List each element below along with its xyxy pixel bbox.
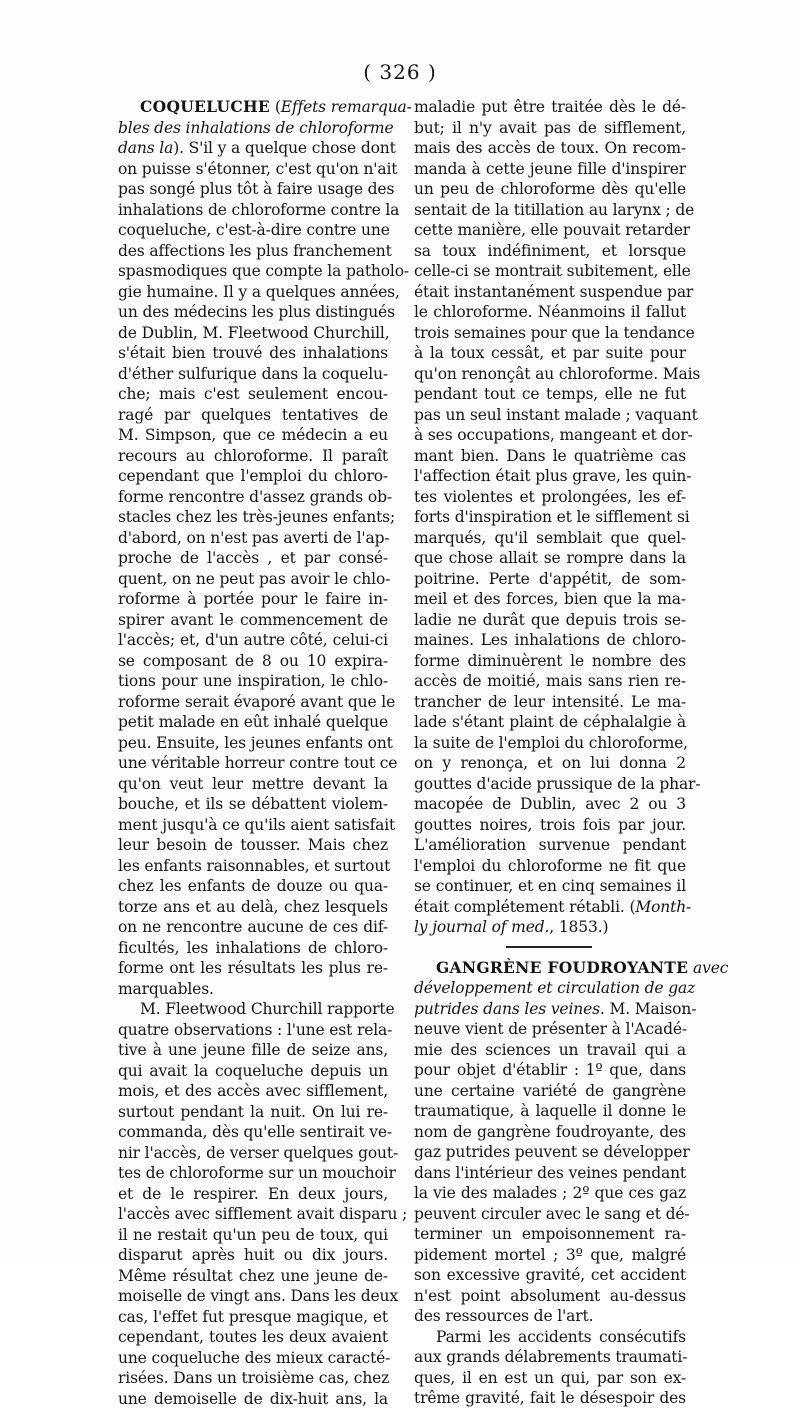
text-run: cette manière, elle pouvait retarder [414,221,690,239]
text-run: on ne rencontre aucune de ces dif- [118,918,388,936]
text-run: s'était bien trouvé des inhalations [118,344,388,362]
text-run: cependant, toutes les deux avaient [118,1328,388,1346]
text-run: quatre observations : l'une est rela- [118,1021,392,1039]
text-run: proche de l'accès , et par consé- [118,549,388,567]
italic-text: dans la [118,139,173,157]
text-line [118,589,388,610]
text-run: peu. Ensuite, les jeunes enfants ont [118,734,393,752]
text-run: il ne restait qu'un peu de toux, qui [118,1226,388,1244]
divider-rule [506,946,592,948]
text-run: M. Simpson, que ce médecin a eu [118,426,388,444]
text-run: poitrine. Perte d'appétit, de som- [414,570,686,588]
text-line [118,323,388,344]
text-line [414,97,686,118]
text-run: L'amélioration survenue pendant [414,836,686,854]
text-run: pour objet d'établir : 1º que, dans [414,1061,686,1079]
text-line [414,1163,686,1184]
text-run: à la toux cessât, et par suite pour [414,344,686,362]
text-line [414,958,686,979]
text-line [414,1060,686,1081]
text-line [118,958,388,979]
text-line [414,876,686,897]
text-run: cas, l'effet fut presque magique, et [118,1308,388,1326]
text-run: ). S'il y a quelque chose dont [173,139,396,157]
text-run: on y renonça, et on lui donna 2 [414,754,686,772]
text-run: neuve vient de présenter à l'Acadé- [414,1020,687,1038]
text-line [414,856,686,877]
text-line [414,774,686,795]
text-line [414,733,686,754]
text-line [118,364,388,385]
text-run: ladie ne durât que depuis trois se- [414,611,686,629]
text-line [414,1204,686,1225]
text-run: terminer un empoisonnement ra- [414,1225,686,1243]
text-line [118,774,388,795]
heading-term: COQUELUCHE [140,97,270,116]
text-line [118,425,388,446]
text-line [118,1389,388,1409]
text-line [118,876,388,897]
text-line [118,1327,388,1348]
text-line [414,118,686,139]
text-run: pas songé plus tôt à faire usage des [118,180,394,198]
text-line [414,466,686,487]
text-line [118,1348,388,1369]
text-run: le chloroforme. Néanmoins il fallut [414,303,686,321]
text-line [118,1102,388,1123]
text-line [118,733,388,754]
text-line [414,692,686,713]
text-run: quent, on ne peut pas avoir le chlo- [118,570,390,588]
text-run: surtout pendant la nuit. On lui re- [118,1103,388,1121]
text-line [414,343,686,364]
text-run: moiselle de vingt ans. Dans les deux [118,1287,398,1305]
text-run: qu'on renonçât au chloroforme. Mais [414,365,700,383]
text-run: stacles chez les très-jeunes enfants; [118,508,395,526]
text-run: marqués, qu'il semblait que quel- [414,529,686,547]
text-line [118,548,388,569]
text-line [118,979,388,1000]
text-run: qui avait la coqueluche depuis un [118,1062,388,1080]
text-run: tes de chloroforme sur un mouchoir [118,1164,396,1182]
text-run: ragé par quelques tentatives de [118,406,388,424]
text-line [118,1307,388,1328]
text-run: ment jusqu'à ce qu'ils aient satisfait [118,816,395,834]
text-run: l'accès; et, d'un autre côté, celui-ci [118,631,388,649]
text-run: tive à une jeune fille de seize ans, [118,1041,388,1059]
italic-text: bles des inhalations de chloroforme [118,119,393,137]
text-line [118,610,388,631]
text-line [118,446,388,467]
text-run: traumatique, à laquelle il donne le [414,1102,686,1120]
text-line [118,835,388,856]
text-line [414,1081,686,1102]
text-line [118,159,388,180]
text-line [414,712,686,733]
text-run: risées. Dans un troisième cas, chez [118,1369,389,1387]
text-run: de Dublin, M. Fleetwood Churchill, [118,324,390,342]
text-run: chez les enfants de douze ou qua- [118,877,388,895]
text-line [118,1266,388,1287]
text-line [414,425,686,446]
text-run: mie des sciences un travail qui a [414,1041,686,1059]
text-line [118,343,388,364]
text-line [414,159,686,180]
text-run: une certaine variété de gangrène [414,1082,686,1100]
text-line [118,97,388,118]
text-line [118,1163,388,1184]
text-run: manda à cette jeune fille d'inspirer [414,160,686,178]
text-run: roforme à portée pour le faire in- [118,590,388,608]
text-line [414,1368,686,1389]
text-line [414,835,686,856]
text-run: ficultés, les inhalations de chloro- [118,939,388,957]
text-run: aux grands délabrements traumati- [414,1348,687,1366]
text-line [118,179,388,200]
text-line [414,794,686,815]
text-run: maladie put être traitée dès le dé- [414,98,686,116]
text-run: Parmi les accidents consécutifs [436,1328,686,1346]
text-line [414,1019,686,1040]
text-line [118,282,388,303]
text-line [414,323,686,344]
text-line [118,897,388,918]
text-line [118,1245,388,1266]
text-line [414,487,686,508]
text-line [118,1184,388,1205]
text-run: des ressources de l'art. [414,1307,593,1325]
text-line [118,1020,388,1041]
text-run: trancher de leur intensité. Le ma- [414,693,686,711]
heading-term: GANGRÈNE FOUDROYANTE [436,958,688,977]
text-line [414,446,686,467]
text-run: la suite de l'emploi du chloroforme, [414,734,688,752]
text-run: trois semaines pour que la tendance [414,324,695,342]
text-line [118,528,388,549]
text-run: un des médecins les plus distingués [118,303,395,321]
text-line [118,118,388,139]
text-run: maines. Les inhalations de chloro- [414,631,686,649]
text-line [414,1122,686,1143]
text-run: , 1853.) [549,918,608,936]
text-run: une coqueluche des mieux caracté- [118,1349,390,1367]
text-run: tes violentes et prolongées, les ef- [414,488,686,506]
text-line [118,466,388,487]
italic-text: Month- [635,898,691,916]
page-number: ( 326 ) [0,60,800,84]
text-run: forme ont les résultats les plus re- [118,959,388,977]
italic-text: putrides dans les veines [414,1000,600,1018]
text-run: l'affection était plus grave, les quin- [414,467,691,485]
text-line [118,1143,388,1164]
text-line [118,651,388,672]
text-run: ques, il en est un qui, par son ex- [414,1369,686,1387]
text-run: trême gravité, fait le désespoir des [414,1389,686,1407]
text-line [414,978,686,999]
text-run: bouche, et ils se débattent violem- [118,795,388,813]
text-run: gaz putrides peuvent se développer [414,1143,690,1161]
text-run: forme diminuèrent le nombre des [414,652,686,670]
text-line [414,548,686,569]
text-line [414,1245,686,1266]
text-run: petit malade en eût inhalé quelque [118,713,388,731]
text-run: spirer avant le commencement de [118,611,388,629]
text-line [118,630,388,651]
text-line [414,897,686,918]
text-run: que chose allait se rompre dans la [414,549,686,567]
text-line [118,384,388,405]
text-run: sa toux indéfiniment, et lorsque [414,242,686,260]
text-line [118,815,388,836]
text-run: mais des accès de toux. On recom- [414,139,686,157]
text-run: un peu de chloroforme dès qu'elle [414,180,686,198]
right-column [414,97,686,1409]
text-run: ( [270,98,281,116]
text-run: peuvent circuler avec le sang et dé- [414,1205,689,1223]
text-run: inhalations de chloroforme contre la [118,201,399,219]
text-run: et de le respirer. En deux jours, [118,1185,388,1203]
text-line [414,815,686,836]
text-run: était complétement rétabli. ( [414,898,635,916]
section-divider [414,938,686,958]
text-line [414,1306,686,1327]
text-line [414,1142,686,1163]
text-run: Même résultat chez une jeune de- [118,1267,388,1285]
text-run: se composant de 8 ou 10 expira- [118,652,388,670]
text-line [414,753,686,774]
text-run: mois, et des accès avec sifflement, [118,1082,388,1100]
text-line [118,507,388,528]
text-line [414,138,686,159]
text-run: accès de moitié, mais sans rien re- [414,672,686,690]
text-line [414,1224,686,1245]
italic-text: développement et circulation de gaz [414,979,695,997]
text-line [414,200,686,221]
italic-text: Effets remarqua- [281,98,412,116]
text-line [414,1286,686,1307]
text-line [414,405,686,426]
text-line [118,712,388,733]
text-run: à ses occupations, mangeant et dor- [414,426,693,444]
text-run: cependant que l'emploi du chloro- [118,467,388,485]
text-run: forts d'inspiration et le sifflement si [414,508,690,526]
text-line [414,651,686,672]
text-run: se continuer, et en cinq semaines il [414,877,686,895]
text-line [414,302,686,323]
text-run: disparut après huit ou dix jours. [118,1246,388,1264]
text-line [118,753,388,774]
text-line [414,220,686,241]
text-line [414,241,686,262]
text-line [414,1265,686,1286]
text-run: des affections les plus franchement [118,242,392,260]
text-run: leur besoin de tousser. Mais chez [118,836,388,854]
text-line [414,589,686,610]
text-run: M. Fleetwood Churchill rapporte [140,1000,394,1018]
text-run: marquables. [118,980,214,998]
text-line [118,856,388,877]
text-line [118,1204,388,1225]
text-line [414,999,686,1020]
text-run: d'éther sulfurique dans la coquelu- [118,365,388,383]
text-line [118,569,388,590]
text-run: tions pour une inspiration, le chlo- [118,672,388,690]
text-run: nir l'accès, de verser quelques gout- [118,1144,398,1162]
left-column [118,97,388,1409]
text-line [118,261,388,282]
text-line [414,364,686,385]
text-run: pendant tout ce temps, elle ne fut [414,385,686,403]
text-run: torze ans et au delà, chez lesquels [118,898,388,916]
text-run: celle-ci se montrait subitement, elle [414,262,691,280]
text-run: était instantanément suspendue par [414,283,693,301]
text-line [414,630,686,651]
italic-text: avec [688,959,728,977]
text-run: qu'on veut leur mettre devant la [118,775,388,793]
text-run: roforme serait évaporé avant que le [118,693,395,711]
text-line [414,610,686,631]
text-run: pidement mortel ; 3º que, malgré [414,1246,686,1264]
text-line [414,179,686,200]
text-line [118,692,388,713]
italic-text: ly journal of med. [414,918,549,936]
text-line [118,1368,388,1389]
text-run: gouttes noires, trois fois par jour. [414,816,686,834]
text-run: on puisse s'étonner, c'est qu'on n'ait [118,160,397,178]
text-run: meil et des forces, bien que la ma- [414,590,686,608]
text-run: recours au chloroforme. Il paraît [118,447,388,465]
text-line [118,241,388,262]
text-line [118,487,388,508]
text-run: lade s'étant plaint de céphalalgie à [414,713,686,731]
text-line [118,405,388,426]
text-line [118,1286,388,1307]
text-run: coqueluche, c'est-à-dire contre une [118,221,390,239]
text-run: une véritable horreur contre tout ce [118,754,397,772]
text-line [414,1183,686,1204]
text-run: d'abord, on n'est pas averti de l'ap- [118,529,389,547]
text-run: nom de gangrène foudroyante, des [414,1123,686,1141]
text-line [414,384,686,405]
text-run: la vie des malades ; 2º que ces gaz [414,1184,686,1202]
text-line [118,138,388,159]
text-run: une demoiselle de dix-huit ans, la [118,1390,388,1408]
text-run: commanda, dès qu'elle sentirait ve- [118,1123,392,1141]
text-run: son excessive gravité, cet accident [414,1266,686,1284]
text-run: macopée de Dublin, avec 2 ou 3 [414,795,686,813]
text-run: mant bien. Dans le quatrième cas [414,447,686,465]
text-run: pas un seul instant malade ; vaquant [414,406,698,424]
text-line [414,1327,686,1348]
text-line [414,282,686,303]
text-line [118,917,388,938]
text-line [118,1061,388,1082]
text-line [118,999,388,1020]
text-line [118,794,388,815]
text-run: n'est point absolument au-dessus [414,1287,686,1305]
text-line [118,220,388,241]
text-line [118,200,388,221]
text-line [118,1225,388,1246]
text-run: forme rencontre d'assez grands ob- [118,488,392,506]
text-run: gouttes d'acide prussique de la phar- [414,775,700,793]
text-line [414,1388,686,1409]
text-run: les enfants raisonnables, et surtout [118,857,390,875]
text-line [414,1347,686,1368]
text-run: spasmodiques que compte la patholo- [118,262,409,280]
text-line [118,938,388,959]
text-line [414,528,686,549]
text-run: gie humaine. Il y a quelques années, [118,283,400,301]
text-line [414,671,686,692]
text-run: but; il n'y avait pas de sifflement, [414,119,686,137]
text-line [414,1040,686,1061]
text-line [414,1101,686,1122]
text-run: che; mais c'est seulement encou- [118,385,388,403]
text-run: . M. Maison- [600,1000,696,1018]
text-line [118,1040,388,1061]
text-run: dans l'intérieur des veines pendant [414,1164,686,1182]
text-line [414,507,686,528]
text-line [414,569,686,590]
text-line [414,261,686,282]
text-line [118,1122,388,1143]
text-line [118,302,388,323]
text-line [118,1081,388,1102]
text-run: l'emploi du chloroforme ne fit que [414,857,686,875]
text-line [118,671,388,692]
text-run: l'accès avec sifflement avait disparu ; [118,1205,407,1223]
text-run: sentait de la titillation au larynx ; de [414,201,694,219]
text-line [414,917,686,938]
